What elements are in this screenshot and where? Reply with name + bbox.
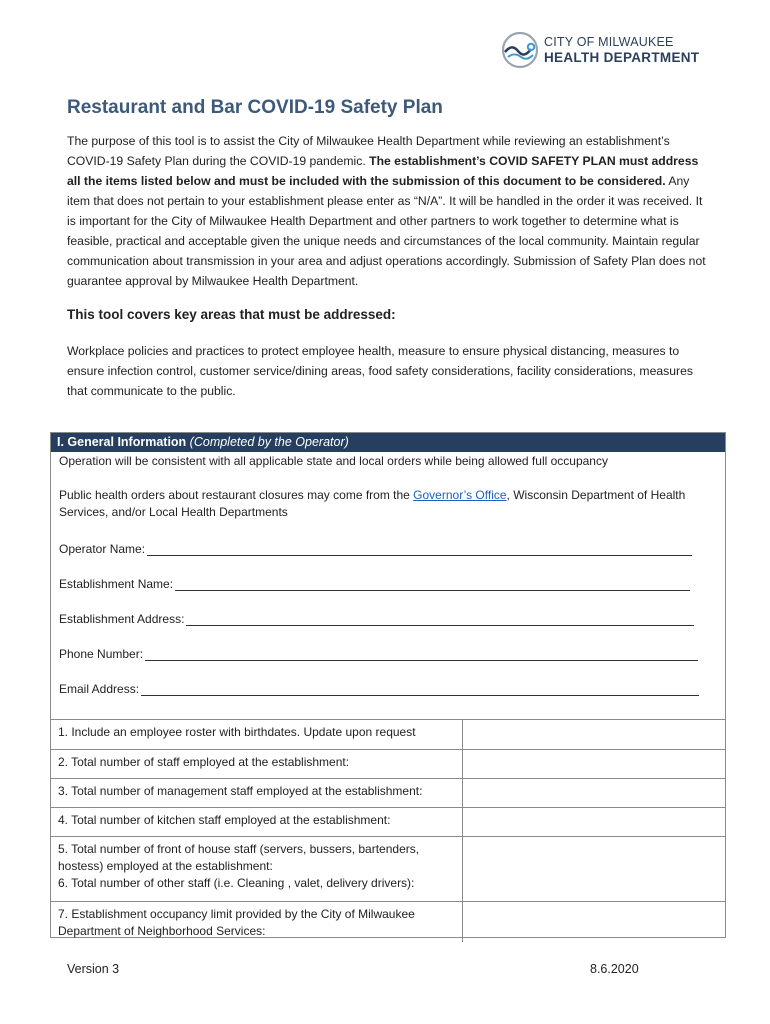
section-title: I. General Information xyxy=(57,435,187,449)
roster-question: 1. Include an employee roster with birthdates. Update upon request xyxy=(51,720,463,749)
occupancy-limit-question: 7. Establishment occupancy limit provided by the City of Milwaukee Department of Neighborhood Services: xyxy=(51,902,463,942)
roster-answer-cell[interactable] xyxy=(463,720,725,749)
table-row xyxy=(51,720,725,750)
revision-date: 8.6.2020 xyxy=(590,962,639,976)
front-of-house-question xyxy=(51,837,463,901)
kitchen-staff-question: 4. Total number of kitchen staff employed at the establishment: xyxy=(51,808,463,836)
version-label: Version 3 xyxy=(67,962,120,976)
management-staff-answer-cell[interactable] xyxy=(463,779,725,807)
total-staff-question: 2. Total number of staff employed at the establishment: xyxy=(51,750,463,778)
front-of-house-answer-cell[interactable] xyxy=(463,837,725,901)
total-staff-answer-cell[interactable] xyxy=(463,750,725,778)
table-row xyxy=(51,902,725,942)
logo xyxy=(500,28,710,72)
logo-department-text: HEALTH DEPARTMENT xyxy=(544,49,700,65)
section-subtitle: (Completed by the Operator) xyxy=(189,435,349,449)
intro-text-1: The purpose of this tool is to assist the City of Milwaukee Health Department while reviewing an establishment’s COVID-19 Safety Plan during the COVID-19 pandemic. xyxy=(67,134,670,168)
other-staff-text: 6. Total number of other staff (i.e. Cleaning , valet, delivery drivers): xyxy=(58,876,415,890)
establishment-address-line[interactable] xyxy=(186,613,694,626)
occupancy-limit-answer-cell[interactable] xyxy=(463,902,725,942)
orders-text-1: Public health orders about restaurant closures may come from the xyxy=(59,488,414,502)
operator-name-field[interactable] xyxy=(59,539,692,556)
table-row xyxy=(51,808,725,837)
intro-bold-requirement: The establishment’s COVID SAFETY PLAN must address all the items listed below and must be included with the submission of this document to be considered. xyxy=(67,154,699,188)
table-row xyxy=(51,837,725,902)
phone-number-field[interactable] xyxy=(59,644,698,661)
occupancy-note: Operation will be consistent with all applicable state and local orders while being allowed full occupancy xyxy=(59,454,608,468)
table-row xyxy=(51,779,725,808)
milwaukee-logo-icon xyxy=(500,30,540,70)
email-address-line[interactable] xyxy=(141,683,699,696)
phone-number-label: Phone Number: xyxy=(59,647,144,661)
email-address-field[interactable] xyxy=(59,679,699,696)
section-heading xyxy=(51,433,725,452)
kitchen-staff-answer-cell[interactable] xyxy=(463,808,725,836)
intro-text-2: Any item that does not pertain to your establishment please enter as “N/A”. It will be handled in the order it was received. It is important for the City of Milwaukee Health Department and other partners to work together to determine what is feasible, practical and acceptable given the unique needs and circumstances of the local community. Maintain regular communication about transmission in your area and adjust operations accordingly. Submission of Safety Plan does not guarantee approval by Milwaukee Health Department. xyxy=(67,174,706,288)
operator-name-line[interactable] xyxy=(147,543,692,556)
email-address-label: Email Address: xyxy=(59,682,140,696)
table-row xyxy=(51,750,725,779)
management-staff-question: 3. Total number of management staff employed at the establishment: xyxy=(51,779,463,807)
establishment-name-label: Establishment Name: xyxy=(59,577,174,591)
key-areas-heading: This tool covers key areas that must be addressed: xyxy=(67,307,396,322)
page-title: Restaurant and Bar COVID-19 Safety Plan xyxy=(67,97,443,118)
front-of-house-text: 5. Total number of front of house staff (servers, bussers, bartenders, hostess) employed at the establishment: xyxy=(58,842,420,873)
key-areas-text: Workplace policies and practices to protect employee health, measure to ensure physical distancing, measures to ensure infection control, customer service/dining areas, food safety considerations, facility considerations, measures that communicate to the public. xyxy=(67,344,693,398)
general-information-section xyxy=(50,432,726,938)
orders-text-2: , Wisconsin Department of Health Services, and/or Local Health Departments xyxy=(59,488,686,519)
intro-paragraph xyxy=(67,131,707,291)
phone-number-line[interactable] xyxy=(145,648,698,661)
staff-info-table xyxy=(51,719,725,942)
public-health-orders-text xyxy=(59,487,709,521)
operator-name-label: Operator Name: xyxy=(59,542,146,556)
establishment-name-field[interactable] xyxy=(59,574,690,591)
establishment-address-label: Establishment Address: xyxy=(59,612,185,626)
logo-city-text: CITY OF MILWAUKEE xyxy=(544,35,674,49)
establishment-address-field[interactable] xyxy=(59,609,694,626)
establishment-name-line[interactable] xyxy=(175,578,690,591)
governors-office-link[interactable]: Governor’s Office xyxy=(413,488,507,502)
